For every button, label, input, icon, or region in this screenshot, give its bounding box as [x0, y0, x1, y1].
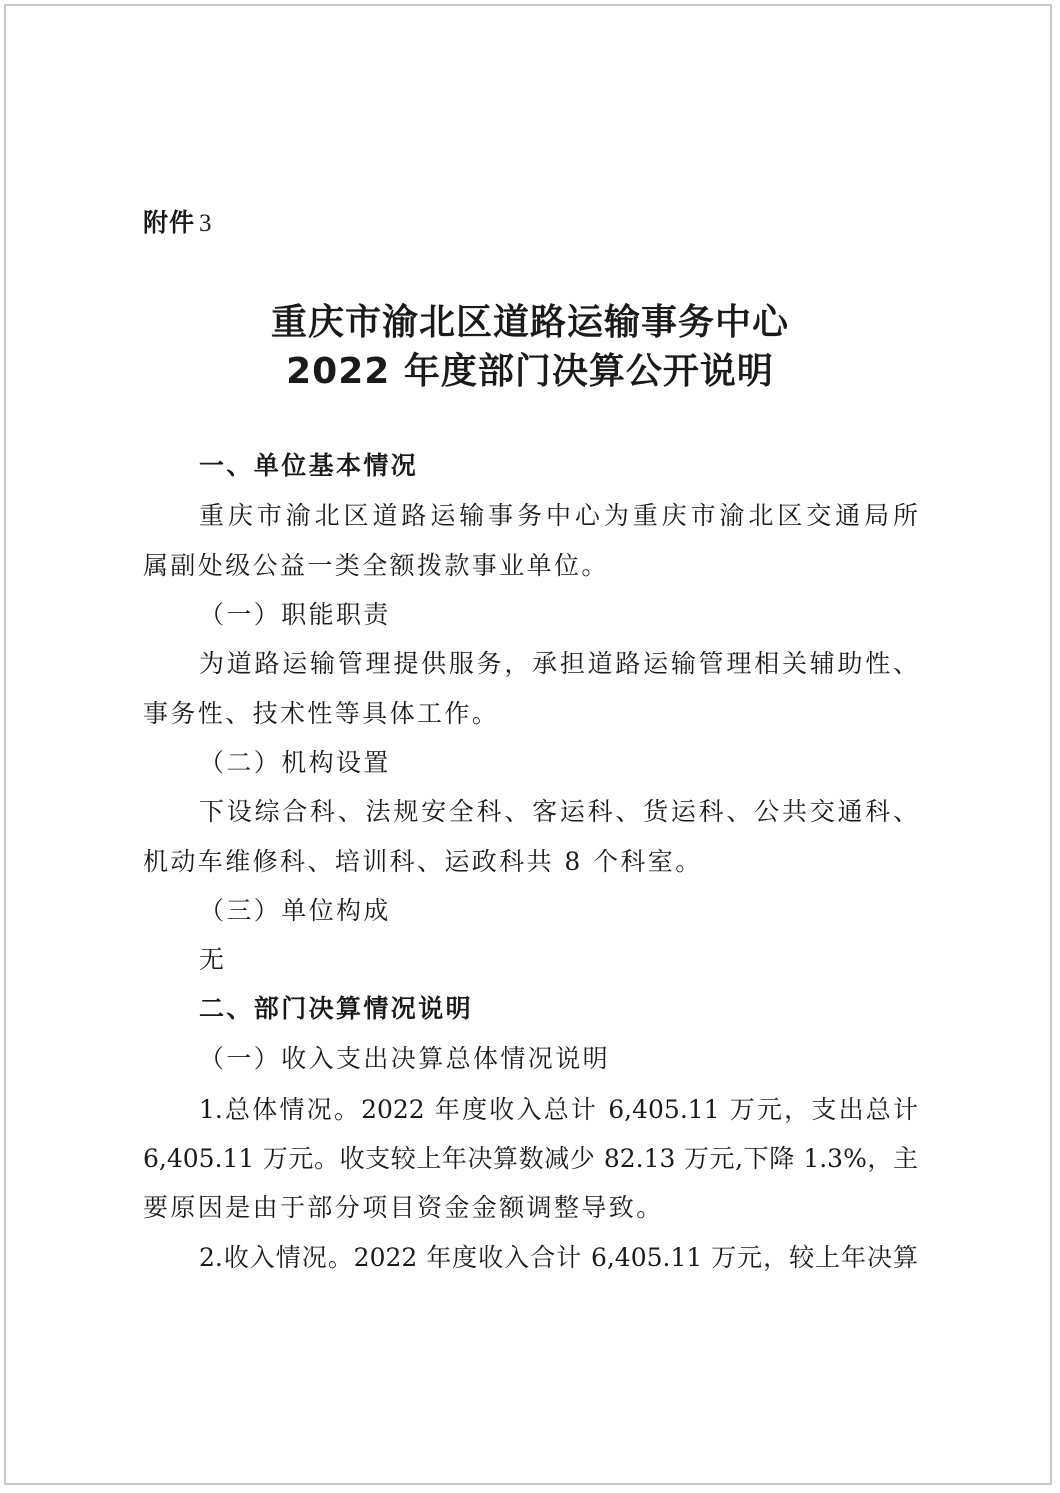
- subsection-heading: （一）职能职责: [199, 600, 391, 629]
- paragraph-line: 属副处级公益一类全额拨款事业单位。: [143, 551, 609, 580]
- attachment-text: 附件: [143, 208, 196, 237]
- document-title-line-2: 2022 年度部门决算公开说明: [286, 351, 774, 392]
- paragraph-line: 2.收入情况。2022 年度收入合计 6,405.11 万元，较上年决算: [199, 1243, 918, 1272]
- subsection-heading: （三）单位构成: [199, 896, 391, 925]
- paragraph-line: 无: [199, 945, 227, 974]
- attachment-label: [143, 203, 213, 239]
- section-heading-1: 一、单位基本情况: [199, 451, 419, 480]
- subsection-heading: （二）机构设置: [199, 748, 391, 777]
- paragraph-line: 6,405.11 万元。收支较上年决算数减少 82.13 万元,下降 1.3%，主: [143, 1144, 918, 1173]
- paragraph-line: 机动车维修科、培训科、运政科共 8 个科室。: [143, 847, 703, 876]
- paragraph-line: 为道路运输管理提供服务，承担道路运输管理相关辅助性、: [199, 649, 918, 678]
- paragraph-line: 要原因是由于部分项目资金金额调整导致。: [143, 1193, 664, 1222]
- section-heading-2: 二、部门决算情况说明: [199, 994, 474, 1023]
- document-title-line-1: 重庆市渝北区道路运输事务中心: [270, 302, 789, 343]
- paragraph-line: 1.总体情况。2022 年度收入总计 6,405.11 万元，支出总计: [199, 1095, 918, 1124]
- paragraph-line: 重庆市渝北区道路运输事务中心为重庆市渝北区交通局所: [199, 501, 918, 530]
- subsection-heading: （一）收入支出决算总体情况说明: [199, 1044, 611, 1073]
- attachment-number: 3: [199, 210, 213, 237]
- paragraph-line: 下设综合科、法规安全科、客运科、货运科、公共交通科、: [199, 797, 918, 826]
- paragraph-line: 事务性、技术性等具体工作。: [143, 699, 500, 728]
